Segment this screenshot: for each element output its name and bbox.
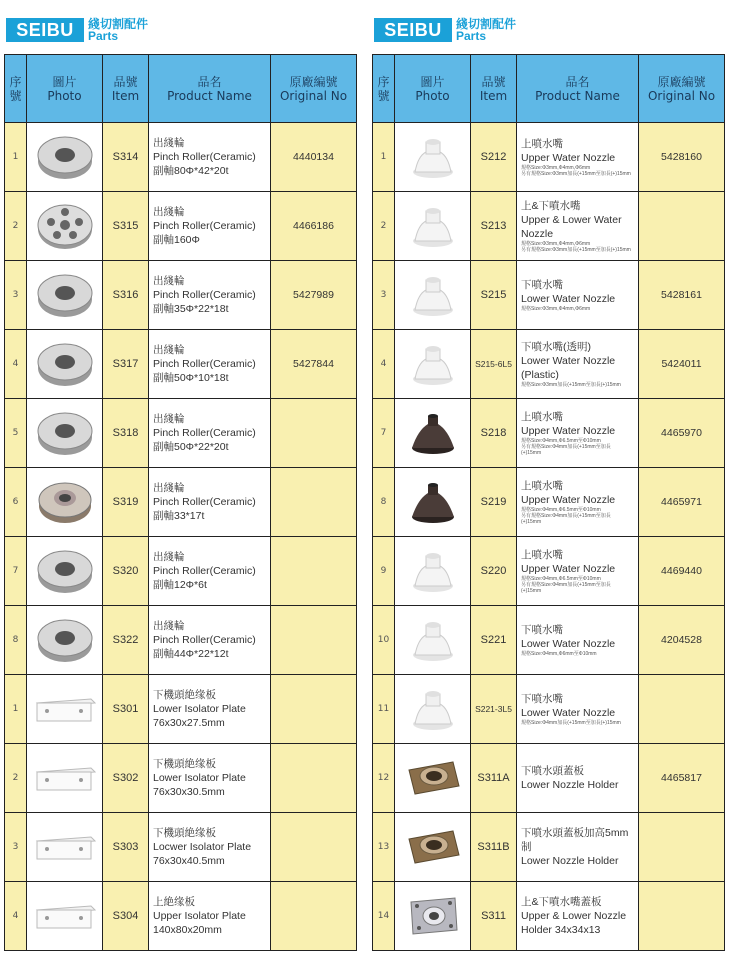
header-item: 品號 Item <box>471 55 517 123</box>
row-seq: 3 <box>373 261 395 330</box>
product-name-text: 下機頭絶缘板 Lower Isolator Plate 76x30x30.5mm <box>153 758 246 798</box>
product-size-note: 規格Size:Φ4mm,Φ6.5mm至Φ10mm 另有規格Size:Φ4mm加長(+15mm至加長 (+)15mm <box>521 576 611 594</box>
header-name: 品名 Product Name <box>149 55 271 123</box>
product-name-text: 上噴水嘴 Upper Water Nozzle <box>521 549 616 575</box>
row-photo <box>395 744 471 813</box>
row-product-name <box>149 399 271 468</box>
row-item-code: S317 <box>103 330 149 399</box>
product-name-text: 出綫輪 Pinch Roller(Ceramic) 副軸160Φ <box>153 206 256 246</box>
row-photo <box>395 123 471 192</box>
row-product-name <box>517 330 639 399</box>
row-photo <box>395 675 471 744</box>
row-seq: 3 <box>5 813 27 882</box>
row-item-code: S315 <box>103 192 149 261</box>
row-item-code: S212 <box>471 123 517 192</box>
seibu-logo: SEIBU <box>374 18 452 42</box>
row-photo <box>395 468 471 537</box>
row-seq: 10 <box>373 606 395 675</box>
table-row <box>373 399 725 468</box>
brand-cn-title: 綫切割配件 <box>456 17 517 31</box>
row-item-code: S311A <box>471 744 517 813</box>
row-item-code: S218 <box>471 399 517 468</box>
row-seq: 9 <box>373 537 395 606</box>
row-seq: 1 <box>5 675 27 744</box>
row-photo <box>27 744 103 813</box>
product-name-text: 上絶缘板 Upper Isolator Plate 140x80x20mm <box>153 896 246 936</box>
product-size-note: 規格Size:Φ3mm加長(+15mm至加長(+)15mm <box>521 382 621 388</box>
row-original-no <box>639 882 725 951</box>
row-product-name <box>149 123 271 192</box>
row-photo <box>27 399 103 468</box>
row-photo <box>27 192 103 261</box>
ceramic-roller-icon <box>27 338 102 390</box>
parts-table <box>4 54 357 951</box>
row-seq: 2 <box>5 192 27 261</box>
white-nozzle-icon <box>395 132 470 182</box>
row-photo <box>395 399 471 468</box>
table-row <box>373 744 725 813</box>
row-item-code: S319 <box>103 468 149 537</box>
product-size-note: 規格Size:Φ3mm,Φ4mm,Φ6mm <box>521 306 591 312</box>
black-nozzle-icon <box>395 408 470 458</box>
row-original-no: 5428160 <box>639 123 725 192</box>
product-size-note: 規格Size:Φ3mm,Φ4mm,Φ6mm 另有規格Size:Φ3mm加長(+15mm至加長(+)15mm <box>521 241 631 253</box>
isolator-plate-icon <box>27 827 102 867</box>
table-row <box>5 744 357 813</box>
row-original-no: 5424011 <box>639 330 725 399</box>
product-name-text: 下噴水嘴 Lower Water Nozzle <box>521 279 616 305</box>
table-row <box>5 123 357 192</box>
row-original-no <box>271 468 357 537</box>
product-name-text: 出綫輪 Pinch Roller(Ceramic) 副軸33*17t <box>153 482 256 522</box>
table-row <box>373 882 725 951</box>
row-photo <box>395 606 471 675</box>
ceramic-roller-icon <box>27 131 102 183</box>
table-row <box>5 330 357 399</box>
row-item-code: S302 <box>103 744 149 813</box>
row-product-name <box>517 399 639 468</box>
ceramic-roller-icon <box>27 614 102 666</box>
product-name-text: 出綫輪 Pinch Roller(Ceramic) 副軸44Φ*22*12t <box>153 620 256 660</box>
header-seq: 序 號 <box>373 55 395 123</box>
table-row <box>373 330 725 399</box>
row-seq: 12 <box>373 744 395 813</box>
row-item-code: S219 <box>471 468 517 537</box>
row-original-no <box>271 882 357 951</box>
table-row <box>373 813 725 882</box>
row-product-name <box>517 468 639 537</box>
row-original-no: 5427844 <box>271 330 357 399</box>
white-nozzle-icon <box>395 546 470 596</box>
row-photo <box>27 882 103 951</box>
row-item-code: S314 <box>103 123 149 192</box>
product-name-text: 上噴水嘴 Upper Water Nozzle <box>521 138 616 164</box>
row-photo <box>395 330 471 399</box>
product-name-text: 下噴水嘴 Lower Water Nozzle <box>521 624 616 650</box>
black-nozzle-icon <box>395 477 470 527</box>
product-name-text: 下噴水頭蓋板加高5mm制 Lower Nozzle Holder <box>521 827 629 867</box>
table-row <box>5 192 357 261</box>
ceramic-roller-icon <box>27 269 102 321</box>
row-product-name <box>149 744 271 813</box>
isolator-plate-icon <box>27 758 102 798</box>
row-product-name <box>517 882 639 951</box>
seibu-logo: SEIBU <box>6 18 84 42</box>
row-product-name <box>149 537 271 606</box>
row-item-code: S320 <box>103 537 149 606</box>
nozzle-holder-icon <box>395 752 470 804</box>
table-row <box>5 261 357 330</box>
row-original-no <box>271 399 357 468</box>
row-product-name <box>517 813 639 882</box>
row-seq: 13 <box>373 813 395 882</box>
ceramic-roller-icon <box>27 407 102 459</box>
brand-cn-title: 綫切割配件 <box>88 17 149 31</box>
row-product-name <box>517 744 639 813</box>
table-header-row <box>5 55 357 123</box>
row-product-name <box>149 882 271 951</box>
row-photo <box>27 606 103 675</box>
row-item-code: S303 <box>103 813 149 882</box>
row-seq: 8 <box>5 606 27 675</box>
table-row <box>5 537 357 606</box>
product-name-text: 下機頭絶缘板 Lower Isolator Plate 76x30x27.5mm <box>153 689 246 729</box>
row-photo <box>27 675 103 744</box>
white-nozzle-icon <box>395 615 470 665</box>
row-original-no: 4440134 <box>271 123 357 192</box>
table-row <box>5 675 357 744</box>
row-product-name <box>149 468 271 537</box>
row-item-code: S318 <box>103 399 149 468</box>
row-product-name <box>149 606 271 675</box>
row-photo <box>395 261 471 330</box>
product-name-text: 上噴水嘴 Upper Water Nozzle <box>521 480 616 506</box>
table-row <box>373 606 725 675</box>
row-seq: 7 <box>5 537 27 606</box>
product-name-text: 下噴水嘴 Lower Water Nozzle <box>521 693 616 719</box>
header-orig: 原廠編號 Original No <box>639 55 725 123</box>
row-original-no: 4465970 <box>639 399 725 468</box>
row-product-name <box>149 675 271 744</box>
row-original-no: 4465817 <box>639 744 725 813</box>
row-original-no <box>271 537 357 606</box>
brand-en-title: Parts <box>88 29 119 43</box>
product-name-text: 出綫輪 Pinch Roller(Ceramic) 副軸80Φ*42*20t <box>153 137 256 177</box>
row-seq: 14 <box>373 882 395 951</box>
row-photo <box>27 123 103 192</box>
nozzle-holder-icon <box>395 821 470 873</box>
row-product-name <box>517 675 639 744</box>
row-original-no: 4469440 <box>639 537 725 606</box>
row-seq: 2 <box>5 744 27 813</box>
row-seq: 4 <box>373 330 395 399</box>
product-name-text: 上噴水嘴 Upper Water Nozzle <box>521 411 616 437</box>
brand-header <box>372 14 724 54</box>
row-seq: 5 <box>5 399 27 468</box>
row-seq: 4 <box>5 330 27 399</box>
row-item-code: S215 <box>471 261 517 330</box>
product-size-note: 規格Size:Φ3mm,Φ4mm,Φ6mm 另有規格Size:Φ3mm加長(+15mm至加長(+)15mm <box>521 165 631 177</box>
row-product-name <box>149 813 271 882</box>
row-item-code: S221 <box>471 606 517 675</box>
header-item: 品號 Item <box>103 55 149 123</box>
row-product-name <box>517 261 639 330</box>
row-item-code: S213 <box>471 192 517 261</box>
row-original-no <box>271 813 357 882</box>
product-name-text: 出綫輪 Pinch Roller(Ceramic) 副軸35Φ*22*18t <box>153 275 256 315</box>
ceramic-roller-holes-icon <box>27 200 102 252</box>
row-item-code: S215-6L5 <box>471 330 517 399</box>
row-photo <box>395 813 471 882</box>
row-product-name <box>517 192 639 261</box>
product-name-text: 下噴水頭蓋板 Lower Nozzle Holder <box>521 765 619 791</box>
table-row <box>5 813 357 882</box>
row-photo <box>27 813 103 882</box>
product-name-text: 上&下噴水嘴 Upper & Lower Water Nozzle <box>521 200 622 240</box>
row-original-no <box>271 744 357 813</box>
row-original-no: 5427989 <box>271 261 357 330</box>
row-seq: 8 <box>373 468 395 537</box>
product-size-note: 規格Size:Φ4mm加長(+15mm至加長(+)15mm <box>521 720 621 726</box>
row-photo <box>395 882 471 951</box>
row-seq: 1 <box>373 123 395 192</box>
table-row <box>373 123 725 192</box>
row-original-no: 5428161 <box>639 261 725 330</box>
row-seq: 3 <box>5 261 27 330</box>
header-name: 品名 Product Name <box>517 55 639 123</box>
left-panel <box>4 14 356 951</box>
product-name-text: 出綫輪 Pinch Roller(Ceramic) 副軸12Φ*6t <box>153 551 256 591</box>
table-row <box>373 468 725 537</box>
row-seq: 6 <box>5 468 27 537</box>
product-name-text: 出綫輪 Pinch Roller(Ceramic) 副軸50Φ*22*20t <box>153 413 256 453</box>
row-product-name <box>149 330 271 399</box>
row-item-code: S311 <box>471 882 517 951</box>
row-seq: 4 <box>5 882 27 951</box>
table-row <box>5 606 357 675</box>
row-seq: 2 <box>373 192 395 261</box>
row-original-no <box>639 192 725 261</box>
table-row <box>373 261 725 330</box>
isolator-plate-icon <box>27 689 102 729</box>
row-product-name <box>149 192 271 261</box>
row-item-code: S316 <box>103 261 149 330</box>
row-product-name <box>517 606 639 675</box>
header-photo: 圖片 Photo <box>395 55 471 123</box>
table-header-row <box>373 55 725 123</box>
white-nozzle-icon <box>395 270 470 320</box>
header-orig: 原廠編號 Original No <box>271 55 357 123</box>
table-row <box>5 468 357 537</box>
nozzle-holder-plate-icon <box>395 890 470 942</box>
table-row <box>373 537 725 606</box>
row-seq: 1 <box>5 123 27 192</box>
row-item-code: S221-3L5 <box>471 675 517 744</box>
row-original-no <box>271 675 357 744</box>
table-row <box>5 399 357 468</box>
row-product-name <box>149 261 271 330</box>
row-item-code: S220 <box>471 537 517 606</box>
product-size-note: 規格Size:Φ4mm,Φ6.5mm至Φ10mm 另有規格Size:Φ4mm加長(+15mm至加長 (+)15mm <box>521 507 611 525</box>
row-item-code: S311B <box>471 813 517 882</box>
product-name-text: 出綫輪 Pinch Roller(Ceramic) 副軸50Φ*10*18t <box>153 344 256 384</box>
row-original-no <box>271 606 357 675</box>
row-original-no: 4465971 <box>639 468 725 537</box>
row-product-name <box>517 537 639 606</box>
product-size-note: 規格Size:Φ4mm,Φ6.5mm至Φ10mm 另有規格Size:Φ4mm加長(+15mm至加長 (+)15mm <box>521 438 611 456</box>
product-name-text: 下機頭絶缘板 Locwer Isolator Plate 76x30x40.5mm <box>153 827 252 867</box>
white-nozzle-icon <box>395 339 470 389</box>
header-seq: 序 號 <box>5 55 27 123</box>
row-item-code: S304 <box>103 882 149 951</box>
row-seq: 11 <box>373 675 395 744</box>
brand-en-title: Parts <box>456 29 487 43</box>
right-panel <box>372 14 724 951</box>
brand-header <box>4 14 356 54</box>
white-nozzle-icon <box>395 684 470 734</box>
row-original-no <box>639 813 725 882</box>
metal-roller-icon <box>27 476 102 528</box>
row-photo <box>27 330 103 399</box>
row-original-no: 4204528 <box>639 606 725 675</box>
row-item-code: S301 <box>103 675 149 744</box>
row-original-no: 4466186 <box>271 192 357 261</box>
row-photo <box>27 261 103 330</box>
header-photo: 圖片 Photo <box>27 55 103 123</box>
row-photo <box>395 192 471 261</box>
row-photo <box>395 537 471 606</box>
product-size-note: 規格Size:Φ4mm,Φ6mm至Φ10mm <box>521 651 597 657</box>
product-name-text: 下噴水嘴(透明) Lower Water Nozzle (Plastic) <box>521 341 616 381</box>
product-name-text: 上&下噴水嘴蓋板 Upper & Lower Nozzle Holder 34x34x13 <box>521 896 627 936</box>
isolator-plate-icon <box>27 896 102 936</box>
row-item-code: S322 <box>103 606 149 675</box>
row-seq: 7 <box>373 399 395 468</box>
row-original-no <box>639 675 725 744</box>
white-nozzle-icon <box>395 201 470 251</box>
row-photo <box>27 537 103 606</box>
table-row <box>373 192 725 261</box>
table-row <box>373 675 725 744</box>
row-product-name <box>517 123 639 192</box>
row-photo <box>27 468 103 537</box>
ceramic-roller-icon <box>27 545 102 597</box>
table-row <box>5 882 357 951</box>
parts-table <box>372 54 725 951</box>
